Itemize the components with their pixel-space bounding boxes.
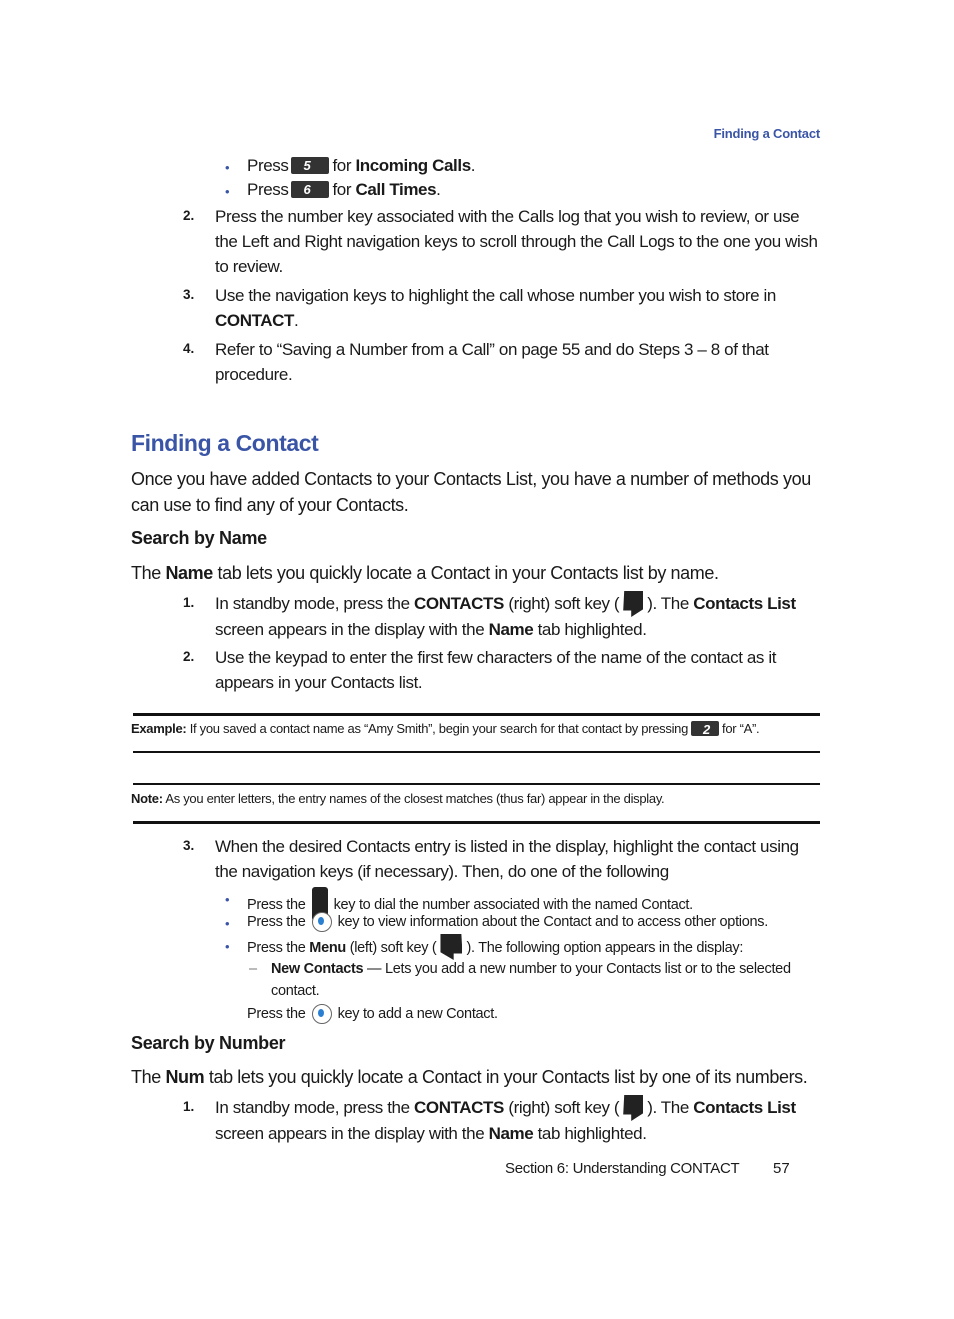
bullet-send-key: Press the key to dial the number associated with the named Contact. (247, 887, 827, 921)
right-soft-key-icon (623, 1095, 643, 1121)
step-number: 2. (183, 208, 195, 223)
example-top-rule (133, 713, 820, 716)
step-number: 1. (183, 595, 195, 610)
ok-key-icon (312, 1004, 332, 1024)
subheading-search-by-name: Search by Name (131, 528, 267, 548)
footer-section: Section 6: Understanding CONTACT (505, 1160, 740, 1177)
ok-key-icon (312, 912, 332, 932)
bullet-call-times: Press6 for Call Times. (247, 177, 441, 202)
step-3-text: Use the navigation keys to highlight the call whose number you wish to store in CONTACT. (215, 286, 776, 330)
example-note: Example: If you saved a contact name as “Amy Smith”, begin your search for that contact by pressing2 for “A”. (131, 718, 821, 740)
bullet-menu-key: Press the Menu (left) soft key ( ). The following option appears in the display: (247, 934, 827, 960)
key-6-icon (291, 181, 329, 198)
right-soft-key-icon (623, 591, 643, 617)
bullet-incoming-calls: Press5 for Incoming Calls. (247, 153, 475, 178)
left-soft-key-icon (440, 934, 462, 960)
step-number: 3. (183, 838, 195, 853)
key-5-icon (291, 157, 329, 174)
step-number: 2. (183, 649, 195, 664)
bullet-icon: • (225, 184, 230, 199)
note-text: Note: As you enter letters, the entry names of the closest matches (thus far) appear in the display. (131, 791, 665, 806)
step-number: 4. (183, 341, 195, 356)
step-number: 3. (183, 287, 195, 302)
example-bottom-rule (133, 751, 820, 753)
step-2-text: Press the number key associated with the Calls log that you wish to review, or use the Left and Right navigation keys to scroll through the Call Logs to the one you wish to review. (215, 207, 818, 276)
step3-text: When the desired Contacts entry is listed in the display, highlight the contact using the navigation keys (if necessary). Then, do one of the following (215, 837, 799, 881)
note-top-rule (133, 783, 820, 785)
bullet-nav-key: Press the key to view information about the Contact and to access other options. (247, 914, 768, 930)
page-number: 57 (773, 1160, 790, 1177)
bullet-icon: • (225, 160, 230, 175)
bullet-icon: • (225, 916, 230, 931)
search-by-name-intro: The Name tab lets you quickly locate a Contact in your Contacts list by name. (131, 563, 719, 583)
name-step-1-text: In standby mode, press the CONTACTS (right) soft key ( ). The Contacts List screen appears in the display with the Name tab highlighted. (215, 591, 825, 642)
name-step-2-text: Use the keypad to enter the first few characters of the name of the contact as it appears in your Contacts list. (215, 648, 777, 692)
dash-bullet: – (249, 961, 257, 977)
new-contacts-option: New Contacts — Lets you add a new number to your Contacts list or to the selected contact. (271, 961, 791, 999)
step-4-text: Refer to “Saving a Number from a Call” on page 55 and do Steps 3 – 8 of that procedure. (215, 340, 769, 384)
section-title: Finding a Contact (131, 430, 319, 456)
running-header: Finding a Contact (713, 126, 820, 141)
num-step-1-text: In standby mode, press the CONTACTS (right) soft key ( ). The Contacts List screen appears in the display with the Name tab highlighted. (215, 1095, 825, 1146)
step-number: 1. (183, 1099, 195, 1114)
press-ok-add-contact: Press the key to add a new Contact. (247, 1006, 498, 1022)
bullet-icon: • (225, 892, 230, 907)
key-2-icon (691, 721, 719, 736)
search-by-number-intro: The Num tab lets you quickly locate a Contact in your Contacts list by one of its numbers. (131, 1067, 808, 1087)
subheading-search-by-number: Search by Number (131, 1033, 286, 1053)
note-bottom-rule (133, 821, 820, 824)
bullet-icon: • (225, 939, 230, 954)
section-intro: Once you have added Contacts to your Contacts List, you have a number of methods you can use to find any of your Contacts. (131, 469, 811, 515)
